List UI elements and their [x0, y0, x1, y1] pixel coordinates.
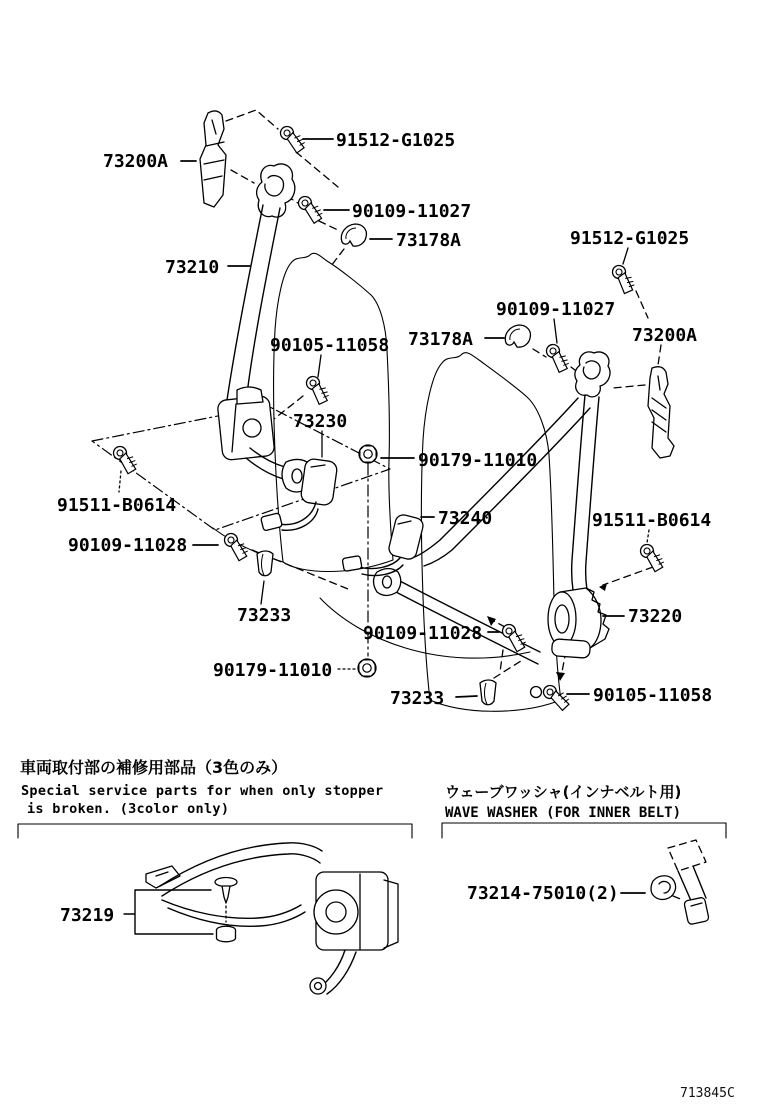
- cap-icon-73178a-top: [341, 224, 366, 246]
- part-label-73200a-right: 73200A: [632, 325, 698, 346]
- caption-left-english-line2: is broken. (3color only): [27, 801, 230, 817]
- caption-right-english: WAVE WASHER (FOR INNER BELT): [445, 805, 682, 821]
- right-diagonal-belt: [412, 398, 590, 566]
- part-label-91511-b0614-right: 91511-B0614: [592, 510, 712, 531]
- caption-right-japanese: ウェーブワッシャ(インナベルト用): [445, 783, 682, 801]
- part-label-73200a-top: 73200A: [103, 151, 169, 172]
- cap-icon-73233-top: [257, 551, 273, 576]
- arrowhead: [599, 583, 607, 591]
- part-label-91511-b0614-left: 91511-B0614: [57, 495, 177, 516]
- part-label-73220: 73220: [628, 606, 683, 627]
- part-label-91512-g1025-right: 91512-G1025: [570, 228, 690, 249]
- wave-washer-icon: [651, 876, 683, 900]
- screw-icon-91512-right: [606, 263, 640, 296]
- nut-icon-90179-right: [359, 445, 377, 463]
- part-label-90109-11027-right: 90109-11027: [496, 299, 616, 320]
- cap-icon-73178a-right: [505, 325, 530, 347]
- grommet-icon-73219: [217, 926, 236, 942]
- right-lap-anchor-plate: [374, 569, 401, 596]
- left-shoulder-belt: [227, 205, 280, 402]
- part-label-73240: 73240: [438, 508, 493, 529]
- part-label-90109-11028-left: 90109-11028: [68, 535, 188, 556]
- part-label-73233-bottom: 73233: [390, 688, 445, 709]
- screw-icon-90109-11028-mid: [496, 622, 531, 654]
- arrowhead: [556, 672, 565, 681]
- part-label-90109-11028-mid: 90109-11028: [363, 623, 483, 644]
- part-label-90179-11010-bottom: 90179-11010: [213, 660, 333, 681]
- document-number: 713845C: [680, 1086, 735, 1101]
- screw-icon-91511-right: [634, 542, 669, 574]
- screw-icon-91511-left: [107, 444, 142, 476]
- part-label-90109-11027-top: 90109-11027: [352, 201, 472, 222]
- part-label-73233-top: 73233: [237, 605, 292, 626]
- part-label-73178a-top: 73178A: [396, 230, 462, 251]
- caption-left-english-line1: Special service parts for when only stopper: [21, 783, 384, 799]
- part-label-90179-11010-right: 90179-11010: [418, 450, 538, 471]
- left-anchor-part-73200a: [200, 111, 226, 207]
- right-inner-buckle-73240: [342, 513, 425, 575]
- part-label-73210: 73210: [165, 257, 220, 278]
- screw-icon-90109-11027-top: [293, 194, 327, 225]
- part-label-91512-g1025-top: 91512-G1025: [336, 130, 456, 151]
- caption-left-japanese: 車両取付部の補修用部品（3色のみ）: [20, 758, 288, 777]
- right-anchor-part-73200a: [648, 367, 674, 458]
- cap-icon-73233-bottom: [480, 680, 496, 705]
- nut-icon-90179-bottom: [358, 659, 376, 677]
- part-label-90105-11058-left: 90105-11058: [270, 335, 390, 356]
- part-label-73178a-right: 73178A: [408, 329, 474, 350]
- part-label-73214-75010: 73214-75010(2): [467, 883, 619, 904]
- part-label-73230: 73230: [293, 411, 348, 432]
- left-retractor-73210: [217, 387, 275, 461]
- right-shoulder-anchor: [575, 352, 610, 397]
- part-label-73219: 73219: [60, 905, 115, 926]
- part-label-90105-11058-right: 90105-11058: [593, 685, 713, 706]
- screw-icon-90109-11027-right: [540, 342, 574, 375]
- right-retractor-73220: [548, 588, 609, 658]
- wave-washer-subdiagram: [442, 823, 726, 925]
- screw-icon-90105-left: [300, 374, 334, 407]
